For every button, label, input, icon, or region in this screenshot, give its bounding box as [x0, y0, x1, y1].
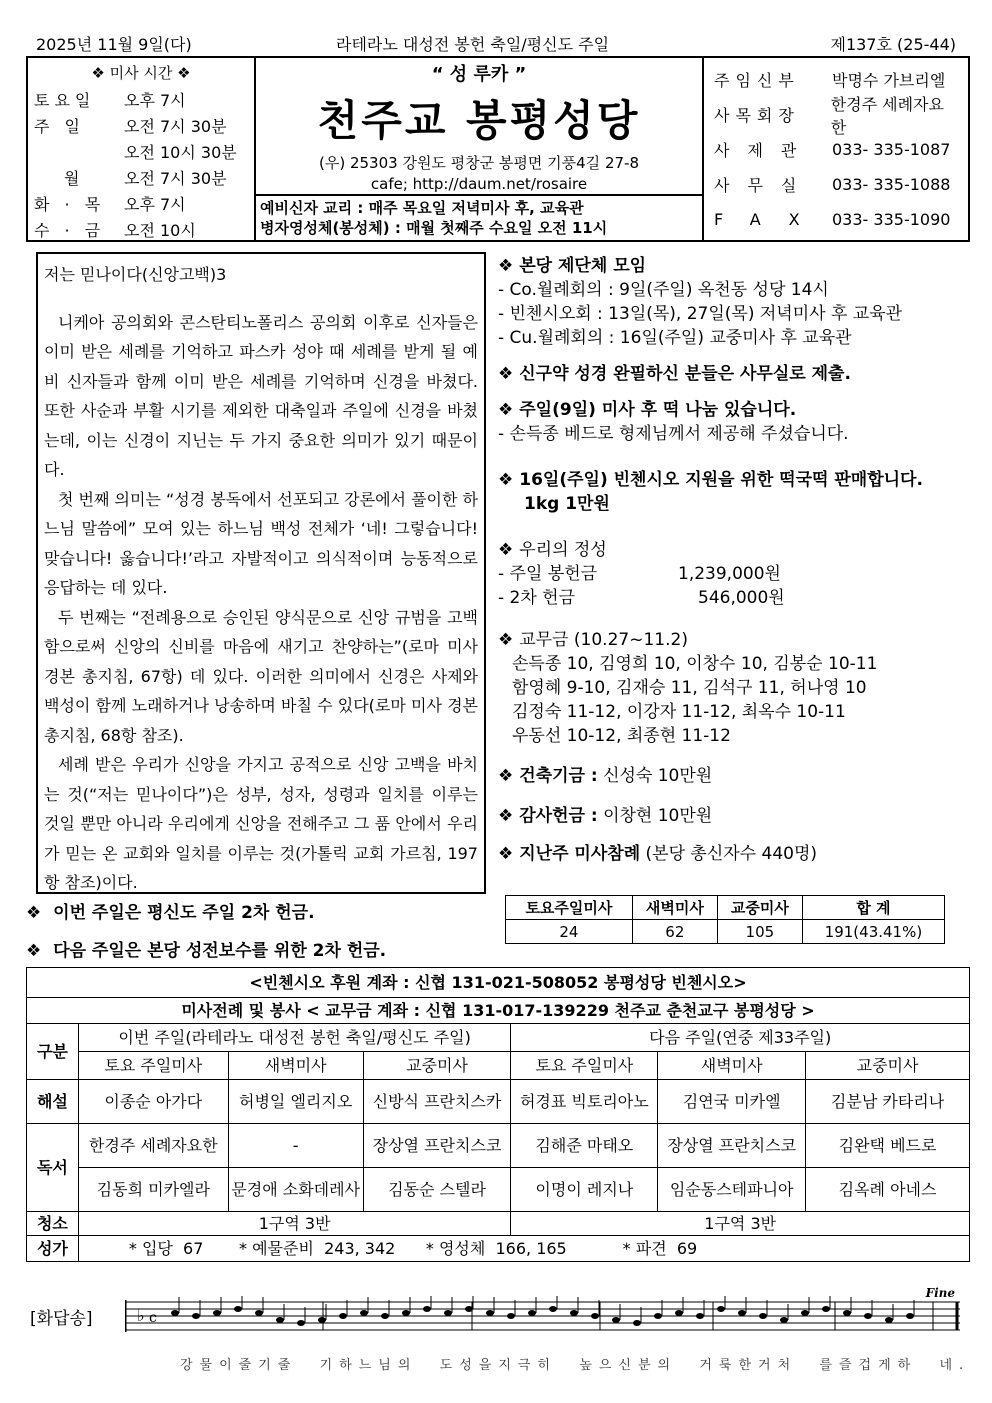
music-note — [444, 1310, 452, 1316]
music-note — [822, 1306, 830, 1312]
dues-line: 함영혜 9-10, 김재승 11, 김석구 11, 허나영 10 — [512, 678, 867, 698]
staff-row: 사제관 033- 335-1087 — [714, 140, 951, 160]
commentator: 허경표 빅토리아노 — [511, 1080, 658, 1124]
diamond-icon: ❖ — [498, 400, 514, 420]
music-note — [906, 1313, 914, 1319]
this-week-header: 이번 주일(라테라노 대성전 봉헌 축일/평신도 주일) — [78, 1024, 511, 1052]
music-note — [759, 1313, 767, 1319]
reader: 장상열 프란치스코 — [658, 1124, 806, 1168]
staff-row: 사목회장 한경주 세례자요한 — [714, 94, 944, 137]
reader: 임순동스테파니아 — [658, 1168, 806, 1212]
sick-communion-note: 병자영성체(봉성체) : 매월 첫째주 수요일 오전 11시 — [260, 219, 608, 237]
next-week-header: 다음 주일(연중 제33주일) — [511, 1024, 970, 1052]
diamond-icon: ❖ — [498, 844, 514, 864]
issue-number: 제137호 (25-44) — [830, 35, 956, 54]
mass-col: 교중미사 — [363, 1052, 511, 1080]
thanks-offering: ❖ 감사헌금 : 이창현 10만원 — [498, 806, 713, 826]
dues-line: 우동선 10-12, 최종현 11-12 — [512, 726, 731, 746]
article-paragraph: 세례 받은 우리가 신앙을 가지고 공적으로 신앙 고백을 바치는 것(“저는 믿나이다”)은 성부, 성자, 성령과 일치를 이루는 것일 뿐만 아니라 우리에게 신앙을 전해주고 그 품 안에서 우리가 믿는 온 교회와 일치를 이루는 것(가톨릭 교회 가르침, 197항 참조)이다. — [44, 755, 478, 892]
hymn-numbers: * 입당 67 * 예물준비 243, 342 * 영성체 166, 165 * 파견 69 — [78, 1236, 969, 1262]
mass-row: 주 일 오전 7시 30분 — [34, 116, 227, 136]
music-note — [402, 1310, 410, 1316]
cleaning-next-week: 1구역 3반 — [511, 1212, 970, 1236]
reader: - — [228, 1124, 363, 1168]
psalm-label: [화답송] — [30, 1309, 93, 1329]
top-line — [36, 32, 956, 56]
music-note — [318, 1317, 326, 1323]
music-note — [423, 1306, 431, 1312]
attend-header: 합 계 — [802, 896, 944, 920]
psalm-lyrics: 강물이줄기줄 기하느님의 도성을지극히 높으신분의 거룩한거처 를즐겁게하 네. — [180, 1358, 971, 1373]
parish-title-block — [256, 58, 704, 240]
music-note — [381, 1313, 389, 1319]
catechumen-note: 예비신자 교리 : 매주 목요일 저녁미사 후, 교육관 — [260, 199, 584, 217]
reader: 김동희 미카엘라 — [78, 1168, 228, 1212]
catechism-notes — [256, 194, 702, 240]
attend-header: 교중미사 — [717, 896, 802, 920]
dues-line: 김정숙 11-12, 이강자 11-12, 최옥수 10-11 — [512, 702, 846, 722]
music-note — [234, 1306, 242, 1312]
mass-row: 화 · 목 오후 7시 — [34, 194, 186, 214]
feast-title: 라테라노 대성전 봉헌 축일/평신도 주일 — [336, 35, 610, 54]
music-note — [255, 1310, 263, 1316]
music-note — [654, 1313, 662, 1319]
commentator: 허병일 엘리지오 — [228, 1080, 363, 1124]
diamond-icon: ❖ — [498, 470, 514, 490]
music-note — [486, 1310, 494, 1316]
music-note — [297, 1320, 305, 1326]
music-note — [507, 1313, 515, 1319]
music-note — [570, 1310, 578, 1316]
parish-cafe-url[interactable]: cafe; http://daum.net/rosaire — [370, 175, 588, 193]
rice-cake-heading: ❖ 주일(9일) 미사 후 떡 나눔 있습니다. — [498, 400, 797, 420]
mass-row: 월 오전 7시 30분 — [64, 168, 227, 188]
staff-row: 사무실 033- 335-1088 — [714, 175, 951, 195]
parish-news — [498, 254, 958, 866]
music-note — [717, 1306, 725, 1312]
patron-saint: “ 성 루카 ” — [431, 64, 527, 85]
building-fund: ❖ 건축기금 : 신성숙 10만원 — [498, 766, 713, 786]
attend-header: 토요주일미사 — [506, 896, 633, 920]
mass-row: 토요일 오후 7시 — [34, 90, 186, 110]
rice-cake-note: - 손득종 베드로 형제님께서 제공해 주셨습니다. — [498, 424, 849, 444]
diamond-icon: ❖ — [498, 256, 514, 276]
svg-text:c: c — [149, 1310, 157, 1326]
meeting-heading: ❖ 본당 제단체 모임 — [498, 256, 647, 276]
cleaning-this-week: 1구역 3반 — [78, 1212, 511, 1236]
article-paragraph: 첫 번째 의미는 “성경 봉독에서 선포되고 강론에서 풀이한 하느님 말씀에” 모여 있는 하느님 백성 전체가 ‘네! 그렇습니다! 맞습니다! 옳습니다!’라고 자발적이고 의식적이며 능동적으로 응답하는 데 있다. — [44, 489, 478, 597]
music-note — [591, 1313, 599, 1319]
music-note — [696, 1313, 704, 1319]
diamond-icon: ❖ — [26, 941, 42, 961]
diamond-icon: ❖ — [498, 364, 514, 384]
mass-col: 교중미사 — [806, 1052, 970, 1080]
reader: 김완택 베드로 — [806, 1124, 970, 1168]
music-note — [171, 1310, 179, 1316]
article-title: 저는 믿나이다(신앙고백)3 — [44, 265, 227, 284]
mass-col: 새벽미사 — [228, 1052, 363, 1080]
meeting-item: - Cu.월례회의 : 16일(주일) 교중미사 후 교육관 — [498, 328, 852, 348]
mass-row: 수 · 금 오전 10시 — [34, 220, 196, 240]
attend-value: 105 — [717, 920, 802, 944]
attendance-heading: ❖ 지난주 미사참례 (본당 총신자수 440명) — [498, 844, 818, 864]
parish-name: 천주교 봉평성당 — [317, 96, 641, 145]
diamond-icon: ❖ — [498, 806, 514, 826]
music-note — [633, 1320, 641, 1326]
meeting-item: - 빈첸시오회 : 13일(목), 27일(목) 저녁미사 후 교육관 — [498, 304, 903, 324]
article-paragraph: 니케아 공의회와 콘스탄티노폴리스 공의회 이후로 신자들은 이미 받은 세례를 기억하고 파스카 성야 때 세례를 받게 될 예비 신자들과 함께 이미 받은 세례를 기억하며 신경을 바쳤다. 또한 사순과 부활 시기를 제외한 대축일과 주일에 신경을 바쳤는데, 이는 신경이 지닌는 두 가지 중요한 의미가 있기 때문이다. — [44, 312, 478, 479]
commentator: 신방식 프란치스카 — [363, 1080, 511, 1124]
music-note — [192, 1313, 200, 1319]
mass-col: 토요 주일미사 — [78, 1052, 228, 1080]
music-note — [843, 1310, 851, 1316]
staff-row: 주임신부 박명수 가브리엘 — [714, 71, 946, 90]
issue-date: 2025년 11월 9일(다) — [36, 35, 192, 54]
liturgy-service-table — [26, 967, 970, 1262]
commentator: 김연국 미카엘 — [658, 1080, 806, 1124]
offering-row: - 2차 헌금 546,000원 — [498, 588, 785, 608]
creed-article — [36, 252, 486, 894]
mass-times-title: ❖ 미사 시간 ❖ — [91, 64, 191, 82]
attendance-table — [505, 895, 945, 944]
reader: 장상열 프란치스코 — [363, 1124, 511, 1168]
hymn-label: 성가 — [27, 1236, 79, 1262]
music-note — [213, 1310, 221, 1316]
dues-heading: ❖ 교무금 (10.27~11.2) — [498, 630, 688, 650]
attend-value: 24 — [506, 920, 633, 944]
music-note — [864, 1313, 872, 1319]
svg-text:♭: ♭ — [137, 1306, 145, 1325]
dues-account: 미사전례 및 봉사 < 교무금 계좌 : 신협 131-017-139229 천주교 춘천교구 봉평성당 > — [27, 998, 970, 1024]
music-note — [885, 1317, 893, 1323]
offering-heading: ❖ 우리의 정성 — [498, 540, 607, 560]
music-note — [276, 1317, 284, 1323]
staff-row: FAX 033- 335-1090 — [714, 210, 951, 229]
music-note — [675, 1310, 683, 1316]
diamond-icon: ❖ — [26, 903, 42, 923]
commentator: 김분남 카타리나 — [806, 1080, 970, 1124]
parish-address: (우) 25303 강원도 평창군 봉평면 기풍4길 27-8 — [319, 154, 639, 172]
bible-notice: ❖ 신구약 성경 완필하신 분들은 사무실로 제출. — [498, 364, 851, 384]
gubun-label: 구분 — [27, 1024, 79, 1080]
mass-times — [28, 58, 256, 240]
music-staff — [125, 1296, 965, 1350]
music-note — [738, 1310, 746, 1316]
fine-mark: Fine — [925, 1286, 955, 1300]
music-note — [801, 1310, 809, 1316]
reader: 김동순 스텔라 — [363, 1168, 511, 1212]
commentator: 이종순 아가다 — [78, 1080, 228, 1124]
attend-header: 새벽미사 — [632, 896, 717, 920]
music-note — [528, 1310, 536, 1316]
reader: 이명이 레지나 — [511, 1168, 658, 1212]
diamond-icon: ❖ — [498, 766, 514, 786]
music-note — [339, 1313, 347, 1319]
commentary-label: 해설 — [27, 1080, 79, 1124]
reader: 김옥례 아네스 — [806, 1168, 970, 1212]
mass-col: 토요 주일미사 — [511, 1052, 658, 1080]
offering-row: - 주일 봉헌금 1,239,000원 — [498, 564, 781, 584]
music-note — [612, 1317, 620, 1323]
notice-next-week: ❖ 다음 주일은 본당 성전보수를 위한 2차 헌금. — [26, 941, 387, 961]
reading-label: 독서 — [27, 1124, 79, 1212]
cleaning-label: 청소 — [27, 1212, 79, 1236]
responsorial-psalm — [30, 1286, 971, 1390]
reader: 문경애 소화데레사 — [228, 1168, 363, 1212]
attend-value: 62 — [632, 920, 717, 944]
mass-row: 오전 10시 30분 — [124, 142, 237, 162]
diamond-icon: ❖ — [498, 630, 514, 650]
music-note — [780, 1317, 788, 1323]
vincent-account: <빈첸시오 후원 계좌 : 신협 131-021-508052 봉평성당 빈첸시오> — [27, 968, 970, 998]
music-note — [465, 1306, 473, 1312]
music-note — [360, 1310, 368, 1316]
diamond-icon: ❖ — [498, 540, 514, 560]
reader: 한경주 세례자요한 — [78, 1124, 228, 1168]
music-note — [549, 1306, 557, 1312]
reader: 김해준 마태오 — [511, 1124, 658, 1168]
mass-col: 새벽미사 — [658, 1052, 806, 1080]
dues-line: 손득종 10, 김영희 10, 이창수 10, 김봉순 10-11 — [512, 654, 878, 674]
notice-this-week: ❖ 이번 주일은 평신도 주일 2차 헌금. — [26, 903, 315, 923]
bulletin-header — [26, 56, 970, 242]
meeting-item: - Co.월례회의 : 9일(주일) 옥천동 성당 14시 — [498, 280, 829, 300]
article-paragraph: 두 번째는 “전례용으로 승인된 양식문으로 신앙 규범을 고백함으로써 신앙의 신비를 마음에 새기고 찬양하는”(로마 미사 경본 총지침, 67항) 데 있다. 이러한 의미에서 신경은 사제와 백성이 함께 노래하거나 낭송하며 바칠 수 있다(로마 미사 경본 총지침, 68항 참조). — [44, 607, 478, 745]
attend-value: 191(43.41%) — [802, 920, 944, 944]
staff-info — [704, 58, 968, 240]
rice-cake-sale: ❖ 16일(주일) 빈첸시오 지원을 위한 떡국떡 판매합니다. 1kg 1만원 — [498, 470, 923, 514]
